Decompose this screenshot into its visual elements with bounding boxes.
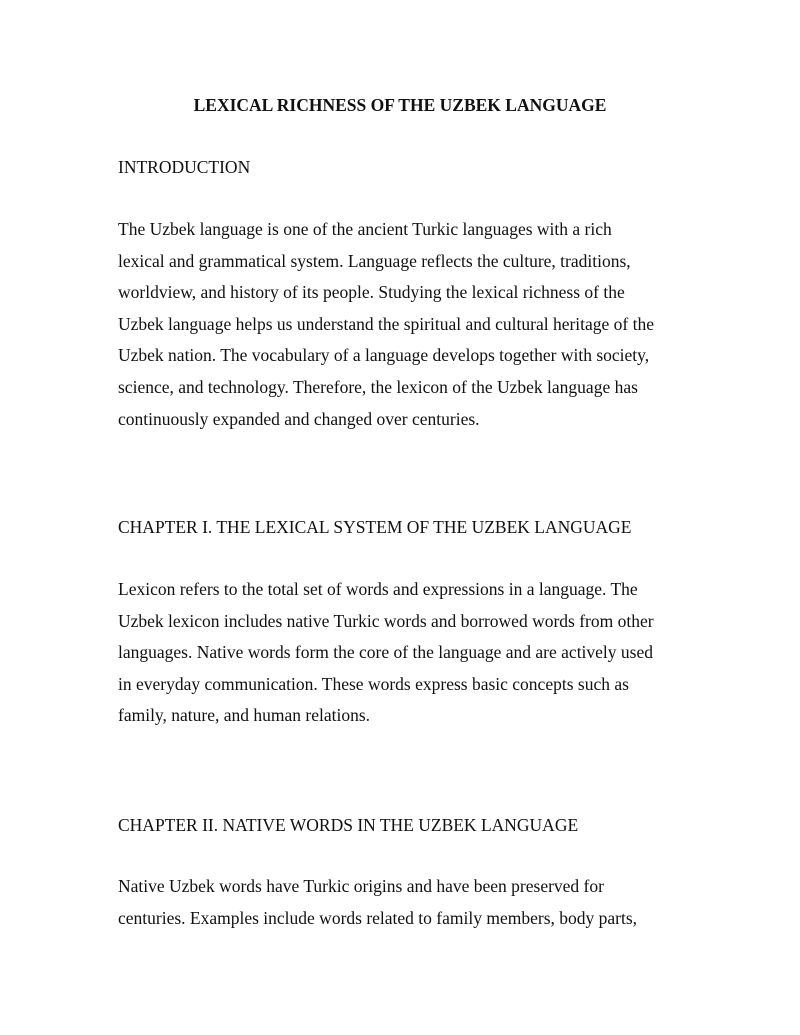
paragraph-line: languages. Native words form the core of the language and are actively used — [118, 642, 653, 663]
section-heading-chapter-2: CHAPTER II. NATIVE WORDS IN THE UZBEK LANGUAGE — [118, 815, 579, 835]
paragraph-line: Uzbek language helps us understand the spiritual and cultural heritage of the — [118, 313, 655, 334]
paragraph-line: Uzbek nation. The vocabulary of a language develops together with society, — [118, 345, 650, 366]
paragraph-introduction — [118, 214, 688, 435]
paragraph-line: lexical and grammatical system. Language reflects the culture, traditions, — [118, 250, 631, 271]
paragraph-line: Uzbek lexicon includes native Turkic words and borrowed words from other — [118, 610, 654, 631]
paragraph-line: The Uzbek language is one of the ancient Turkic languages with a rich — [118, 219, 612, 239]
section-heading-introduction: INTRODUCTION — [118, 157, 251, 177]
paragraph-line: Native Uzbek words have Turkic origins and have been preserved for — [118, 876, 604, 896]
paragraph-line: in everyday communication. These words express basic concepts such as — [118, 673, 629, 694]
paragraph-line: science, and technology. Therefore, the lexicon of the Uzbek language has — [118, 376, 638, 397]
document-title: LEXICAL RICHNESS OF THE UZBEK LANGUAGE — [193, 95, 607, 115]
section-heading-chapter-1: CHAPTER I. THE LEXICAL SYSTEM OF THE UZBEK LANGUAGE — [118, 517, 632, 537]
paragraph-line: continuously expanded and changed over centuries. — [118, 408, 480, 429]
paragraph-chapter-1 — [118, 574, 688, 732]
paragraph-line: family, nature, and human relations. — [118, 705, 371, 726]
paragraph-line: worldview, and history of its people. Studying the lexical richness of the — [118, 282, 625, 303]
paragraph-line: centuries. Examples include words related to family members, body parts, — [118, 907, 638, 928]
paragraph-line: Lexicon refers to the total set of words and expressions in a language. The — [118, 579, 638, 599]
paragraph-chapter-2 — [118, 871, 688, 934]
